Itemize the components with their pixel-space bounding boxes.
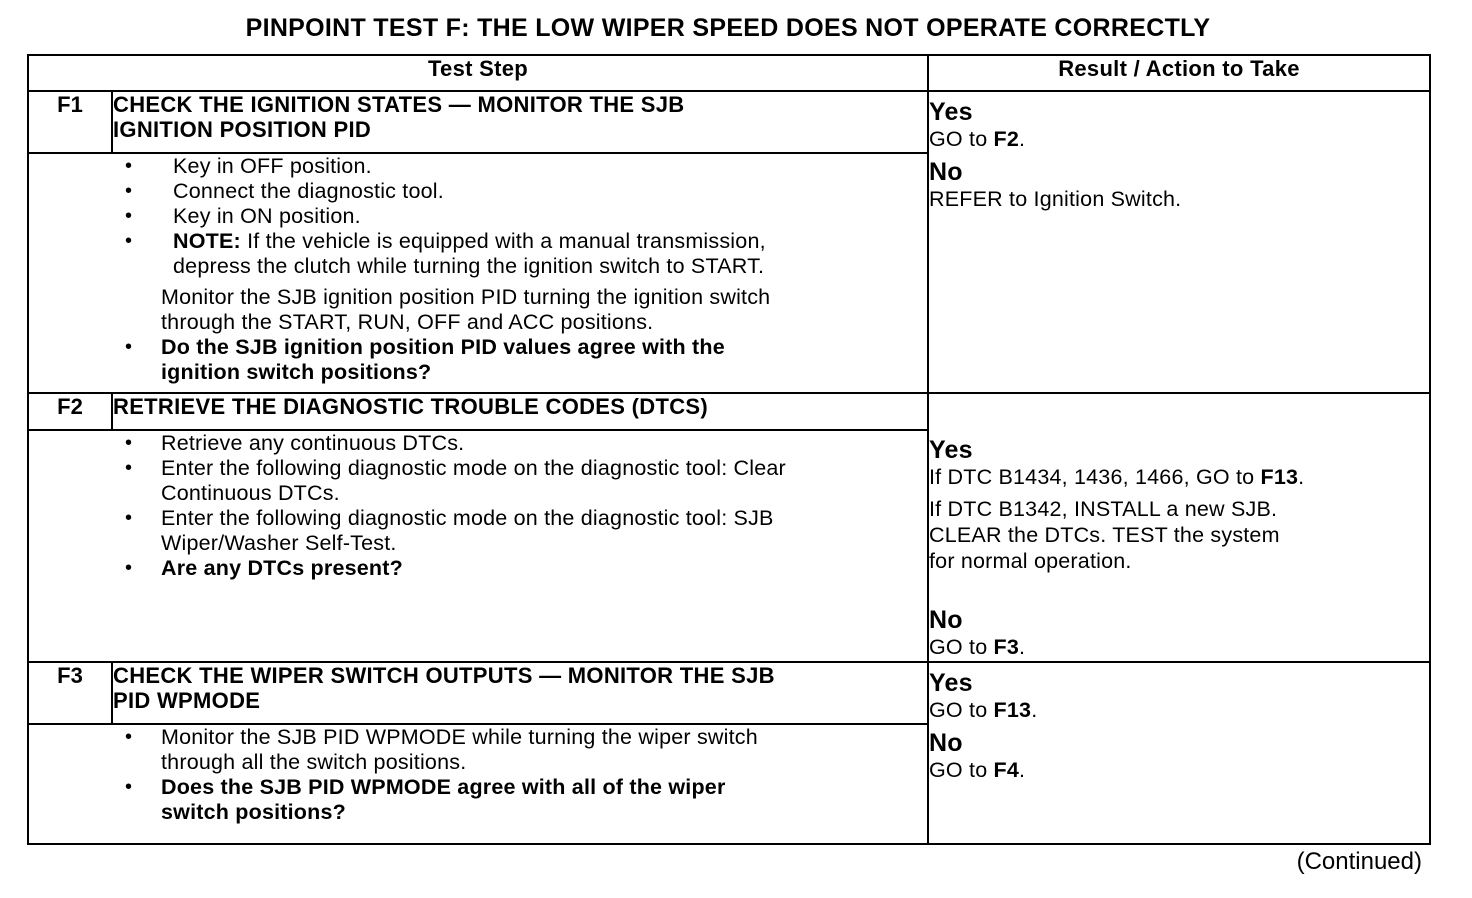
- step-f1-no-action: REFER to Ignition Switch.: [929, 187, 1182, 212]
- step-f1-yes-label: Yes: [929, 98, 973, 127]
- step-f3-no-ref: F4: [993, 757, 1020, 782]
- list-item: [29, 556, 927, 581]
- step-f2-yes2-line2: CLEAR the DTCs. TEST the system: [929, 523, 1280, 548]
- step-f2-yes-label: Yes: [929, 436, 973, 465]
- pinpoint-table-wrapper: [27, 54, 1429, 845]
- step-f1-no-label: No: [929, 158, 963, 187]
- step-id-f2: F2: [28, 393, 112, 429]
- step-f3-no-action: [929, 757, 1429, 783]
- step-f1-question-line2: ignition switch positions?: [161, 360, 432, 385]
- list-item: [29, 431, 927, 456]
- step-f2-bullet-2-line1: Enter the following diagnostic mode on the diagnostic tool: Clear: [161, 455, 786, 480]
- note-label: NOTE:: [173, 229, 241, 254]
- step-f3-result: [928, 662, 1430, 844]
- step-f1-title-line1: CHECK THE IGNITION STATES — MONITOR THE SJB: [113, 92, 685, 118]
- step-f1-body: [28, 153, 928, 393]
- step-f2-title-row: [28, 393, 1430, 429]
- step-f2-yes2-line3: for normal operation.: [929, 549, 1132, 574]
- step-f3-title: [112, 662, 928, 724]
- step-f3-no-label: No: [929, 728, 963, 757]
- step-f2-no-pre: GO to: [929, 635, 994, 660]
- step-f1-monitor-line2: through the START, RUN, OFF and ACC positions.: [161, 310, 654, 335]
- bullet-icon: •: [125, 431, 133, 454]
- step-f1-yes-pre: GO to: [929, 127, 994, 152]
- step-f3-yes-pre: GO to: [929, 697, 994, 722]
- list-item: [29, 506, 927, 556]
- step-f1-result: [928, 91, 1430, 393]
- bullet-icon: •: [125, 155, 133, 178]
- bullet-icon: •: [125, 725, 133, 748]
- step-f2-bullet-3-line1: Enter the following diagnostic mode on the diagnostic tool: SJB: [161, 505, 774, 530]
- step-f2-body: [28, 430, 928, 662]
- step-f3-question-line1: Does the SJB PID WPMODE agree with all of the wiper: [161, 774, 726, 799]
- step-f2-no-post: .: [1019, 635, 1026, 660]
- step-f1-bullet-2: Connect the diagnostic tool.: [173, 179, 444, 204]
- pinpoint-test-table: [27, 54, 1431, 845]
- step-f1-bullet-1: Key in OFF position.: [173, 154, 372, 179]
- step-f2-yes-action: [929, 464, 1429, 490]
- step-f1-yes-ref: F2: [993, 127, 1020, 152]
- step-f2-bullet-3-line2: Wiper/Washer Self-Test.: [161, 530, 397, 555]
- list-item: [29, 204, 927, 229]
- list-item: [29, 154, 927, 179]
- bullet-icon: •: [125, 775, 133, 798]
- step-f1-title-line2: IGNITION POSITION PID: [113, 117, 372, 143]
- page-title: PINPOINT TEST F: THE LOW WIPER SPEED DOES NOT OPERATE CORRECTLY: [245, 14, 1211, 42]
- step-f1-note-line2: depress the clutch while turning the ignition switch to START.: [173, 254, 765, 279]
- step-f1-yes-post: .: [1019, 127, 1026, 152]
- step-f1-title: [112, 91, 928, 153]
- step-f1-question-line1: Do the SJB ignition position PID values agree with the: [161, 335, 725, 360]
- step-f3-yes-ref: F13: [993, 697, 1032, 722]
- list-item: [29, 775, 927, 825]
- step-f3-bullet-1-line1: Monitor the SJB PID WPMODE while turning the wiper switch: [161, 724, 758, 749]
- step-f3-yes-post: .: [1031, 697, 1038, 722]
- step-f2-no-label: No: [929, 606, 963, 635]
- bullet-icon: •: [125, 456, 133, 479]
- header-test-step: Test Step: [28, 55, 928, 91]
- bullet-icon: •: [125, 180, 133, 203]
- step-f2-yes-ref: F13: [1260, 465, 1299, 490]
- step-f2-yes-post: .: [1298, 465, 1305, 490]
- header-result: Result / Action to Take: [928, 55, 1430, 91]
- step-f2-yes-pre: If DTC B1434, 1436, 1466, GO to: [929, 465, 1261, 490]
- step-f2-yes2-line1: If DTC B1342, INSTALL a new SJB.: [929, 497, 1278, 522]
- list-item: [29, 179, 927, 204]
- continued-label: (Continued): [1296, 848, 1422, 875]
- table-header-row: [28, 55, 1430, 91]
- step-f2-question: Are any DTCs present?: [161, 555, 403, 580]
- step-f3-yes-label: Yes: [929, 668, 973, 697]
- step-f3-title-line1: CHECK THE WIPER SWITCH OUTPUTS — MONITOR THE SJB: [113, 662, 775, 688]
- step-f3-no-post: .: [1019, 757, 1026, 782]
- step-f1-title-row: [28, 91, 1430, 153]
- list-item: [29, 229, 927, 279]
- step-f1-bullet-3: Key in ON position.: [173, 204, 361, 229]
- step-f3-body: [28, 724, 928, 844]
- step-f2-bullet-2-line2: Continuous DTCs.: [161, 480, 340, 505]
- list-item: [29, 335, 927, 385]
- step-f2-no-ref: F3: [993, 635, 1020, 660]
- step-f1-note-line1: If the vehicle is equipped with a manual transmission,: [240, 229, 766, 254]
- bullet-icon: •: [125, 336, 133, 359]
- step-f3-bullet-1-line2: through all the switch positions.: [161, 749, 467, 774]
- step-f2-title: RETRIEVE THE DIAGNOSTIC TROUBLE CODES (DTCS): [112, 393, 928, 429]
- list-item: [29, 456, 927, 506]
- bullet-icon: •: [125, 506, 133, 529]
- step-f1-monitor-line1: Monitor the SJB ignition position PID turning the ignition switch: [161, 285, 771, 310]
- bullet-icon: •: [125, 556, 133, 579]
- step-f2-no-action: [929, 634, 1429, 660]
- step-f3-title-row: [28, 662, 1430, 724]
- step-f3-question-line2: switch positions?: [161, 799, 346, 824]
- step-f2-bullet-1: Retrieve any continuous DTCs.: [161, 430, 465, 455]
- step-f2-yes-action-2: [929, 496, 1429, 574]
- step-f3-yes-action: [929, 697, 1429, 723]
- step-f2-result: [928, 393, 1430, 661]
- step-f3-no-pre: GO to: [929, 757, 994, 782]
- bullet-icon: •: [125, 230, 133, 253]
- step-id-f3: F3: [28, 662, 112, 724]
- step-f1-yes-action: [929, 126, 1429, 152]
- step-f3-title-line2: PID WPMODE: [113, 687, 261, 713]
- step-id-f1: F1: [28, 91, 112, 153]
- list-item: [29, 725, 927, 775]
- step-f1-monitor-text: [29, 285, 927, 335]
- bullet-icon: •: [125, 205, 133, 228]
